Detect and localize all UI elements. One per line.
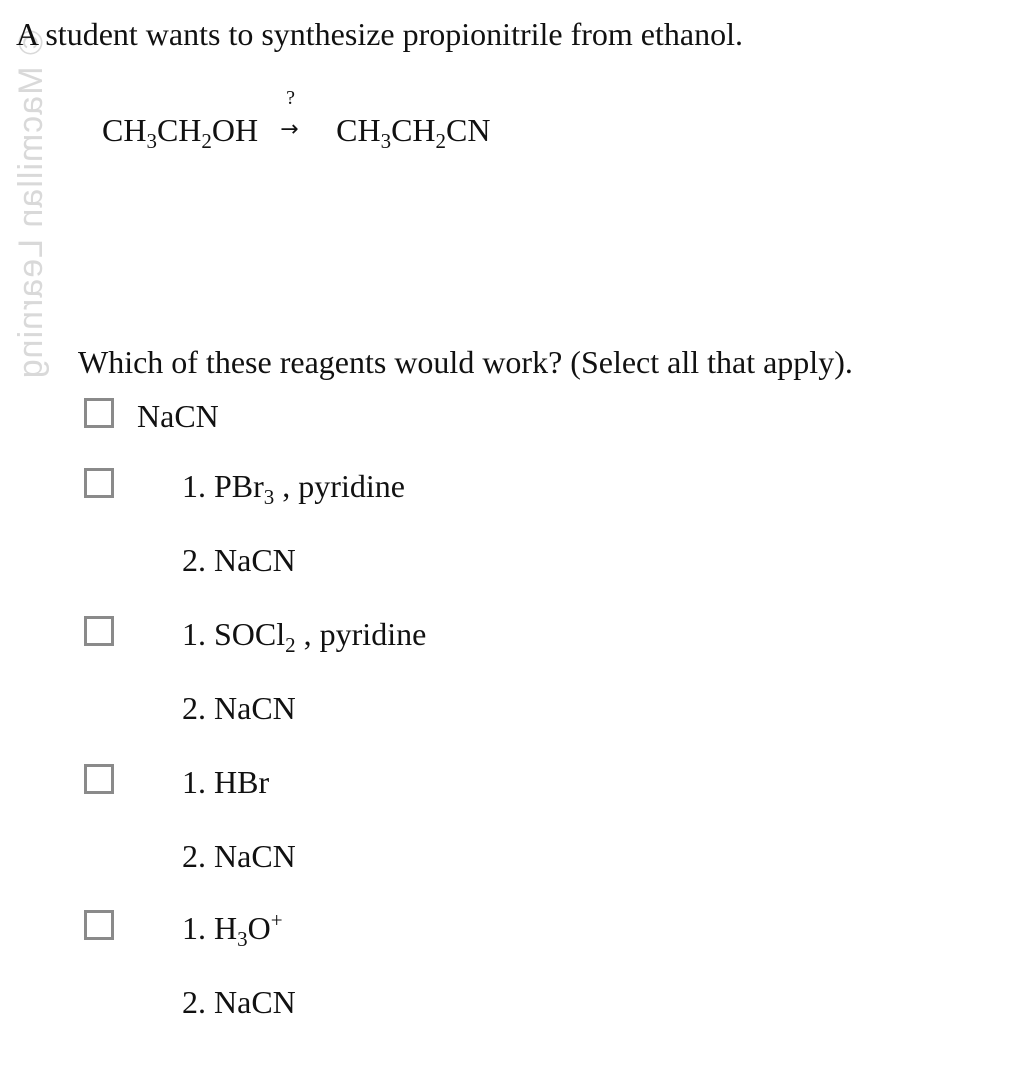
option-checkbox-pbr3[interactable] (84, 468, 114, 498)
reaction-arrow (266, 87, 328, 150)
option-step2-h3o: 2. NaCN (182, 984, 296, 1020)
question-intro: A student wants to synthesize propionitrile from ethanol. (16, 16, 743, 52)
question-prompt: Which of these reagents would work? (Select all that apply). (78, 344, 853, 380)
option-checkbox-nacn[interactable] (84, 398, 114, 428)
reaction-equation (102, 87, 491, 153)
option-checkbox-socl2[interactable] (84, 616, 114, 646)
watermark-text: © Macmillan Learning (12, 30, 50, 380)
reactant-formula: $CH_3CH_2OH$ (102, 112, 259, 153)
option-step2-hbr: 2. NaCN (182, 838, 296, 874)
option-step2-pbr3: 2. NaCN (182, 542, 296, 578)
option-step2-socl2: 2. NaCN (182, 690, 296, 726)
option-step1-socl2: 1. SOCl$_2$ , pyridine (182, 616, 427, 657)
option-step1-h3o: 1. $H_3O^+$ (182, 908, 283, 951)
watermark (0, 30, 50, 380)
option-checkbox-h3o[interactable] (84, 910, 114, 940)
option-step1-pbr3: 1. PBr$_3$ , pyridine (182, 468, 405, 509)
option-label-nacn: NaCN (137, 398, 219, 434)
option-step1-hbr: 1. HBr (182, 764, 270, 800)
product-formula: $CH_3CH_2CN$ (336, 112, 491, 153)
arrow-icon: → (280, 117, 299, 142)
option-checkbox-hbr[interactable] (84, 764, 114, 794)
arrow-question-mark: ? (286, 87, 296, 109)
